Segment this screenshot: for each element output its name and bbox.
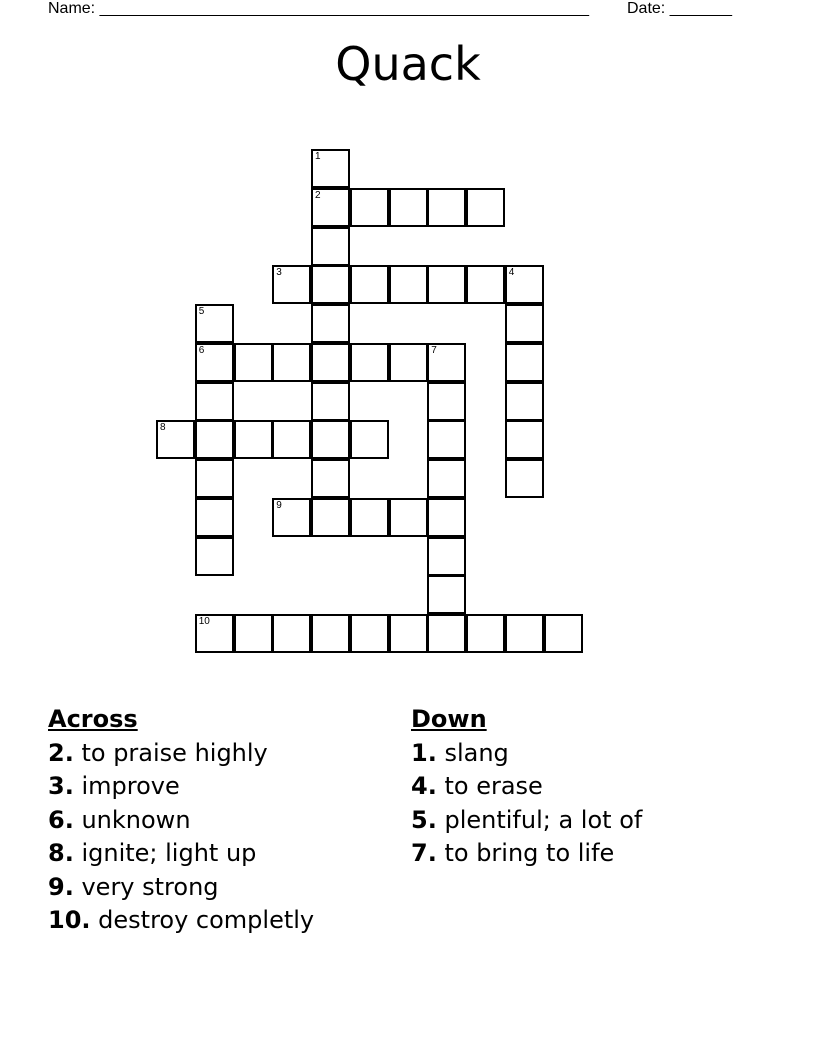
grid-cell[interactable] (427, 498, 466, 537)
grid-cell[interactable] (427, 382, 466, 421)
grid-cell[interactable] (350, 188, 389, 227)
grid-cell[interactable] (311, 149, 350, 188)
grid-cell[interactable] (389, 265, 428, 304)
clue-text: plentiful; a lot of (444, 805, 643, 834)
grid-cell[interactable] (272, 265, 311, 304)
grid-cell[interactable] (505, 343, 544, 382)
grid-cell[interactable] (195, 498, 234, 537)
clue-number: 10. (48, 906, 91, 934)
grid-cell[interactable] (544, 614, 583, 653)
clue-number: 8. (48, 839, 74, 867)
grid-cell[interactable] (234, 343, 273, 382)
clue-across (48, 804, 314, 838)
grid-cell[interactable] (311, 614, 350, 653)
grid-cell[interactable] (350, 614, 389, 653)
cell-number: 6 (198, 344, 205, 356)
grid-cell[interactable] (195, 614, 234, 653)
grid-cell[interactable] (427, 265, 466, 304)
grid-cell[interactable] (350, 343, 389, 382)
clue-text: very strong (81, 872, 219, 901)
grid-cell[interactable] (505, 459, 544, 498)
clue-number: 9. (48, 872, 74, 901)
grid-cell[interactable] (350, 498, 389, 537)
grid-cell[interactable] (505, 382, 544, 421)
grid-cell[interactable] (311, 420, 350, 459)
grid-cell[interactable] (389, 343, 428, 382)
grid-cell[interactable] (427, 537, 466, 576)
grid-cell[interactable] (466, 265, 505, 304)
date-field[interactable]: Date: _______ (627, 0, 732, 17)
clue-number: 7. (411, 839, 437, 867)
grid-cell[interactable] (311, 227, 350, 266)
grid-cell[interactable] (466, 188, 505, 227)
grid-cell[interactable] (311, 382, 350, 421)
cell-number: 2 (315, 189, 321, 201)
grid-cell[interactable] (156, 420, 195, 459)
grid-cell[interactable] (389, 614, 428, 653)
grid-cell[interactable] (311, 498, 350, 537)
grid-cell[interactable] (272, 614, 311, 653)
cell-number: 7 (431, 344, 437, 356)
grid-cell[interactable] (427, 575, 466, 614)
grid-cell[interactable] (505, 304, 544, 343)
clue-text: destroy completly (98, 906, 315, 934)
grid-cell[interactable] (311, 265, 350, 304)
grid-cell[interactable] (311, 459, 350, 498)
grid-cell[interactable] (311, 304, 350, 343)
grid-cell[interactable] (195, 459, 234, 498)
grid-cell[interactable] (427, 420, 466, 459)
across-clues (48, 703, 314, 938)
clue-text: to erase (444, 772, 543, 800)
cell-number: 4 (508, 267, 515, 279)
grid-cell[interactable] (272, 420, 311, 459)
grid-cell[interactable] (427, 188, 466, 227)
cell-number: 3 (276, 267, 282, 279)
clue-number: 5. (411, 805, 437, 834)
clue-across (48, 737, 314, 771)
grid-cell[interactable] (427, 459, 466, 498)
across-heading: Across (48, 705, 138, 733)
cell-number: 5 (198, 306, 205, 317)
clue-across (48, 904, 314, 938)
clue-text: improve (81, 772, 180, 800)
grid-cell[interactable] (389, 498, 428, 537)
grid-cell[interactable] (195, 343, 234, 382)
grid-cell[interactable] (311, 188, 350, 227)
grid-cell[interactable] (195, 537, 234, 576)
clue-number: 3. (48, 772, 74, 800)
clue-text: slang (444, 738, 509, 767)
clue-down (411, 770, 642, 804)
grid-cell[interactable] (505, 614, 544, 653)
clue-number: 1. (411, 738, 437, 767)
clue-number: 2. (48, 738, 74, 767)
grid-cell[interactable] (427, 343, 466, 382)
grid-cell[interactable] (272, 343, 311, 382)
grid-cell[interactable] (195, 420, 234, 459)
grid-cell[interactable] (195, 382, 234, 421)
cell-number: 10 (198, 616, 210, 627)
down-heading: Down (411, 705, 487, 733)
clue-down (411, 804, 642, 838)
grid-cell[interactable] (427, 614, 466, 653)
puzzle-title: Quack (335, 37, 481, 91)
clue-text: unknown (81, 805, 191, 834)
clue-across (48, 837, 314, 871)
clue-text: to bring to life (444, 839, 615, 867)
clue-across (48, 871, 314, 905)
cell-number: 9 (276, 499, 282, 511)
grid-cell[interactable] (389, 188, 428, 227)
grid-cell[interactable] (234, 420, 273, 459)
grid-cell[interactable] (466, 614, 505, 653)
down-clues (411, 703, 642, 871)
clue-number: 4. (411, 772, 437, 800)
grid-cell[interactable] (272, 498, 311, 537)
grid-cell[interactable] (195, 304, 234, 343)
clue-down (411, 837, 642, 871)
clue-number: 6. (48, 805, 74, 834)
grid-cell[interactable] (311, 343, 350, 382)
name-field[interactable]: Name: _______________________________________________________ (48, 0, 589, 17)
grid-cell[interactable] (350, 265, 389, 304)
clue-text: ignite; light up (81, 839, 257, 867)
clue-text: to praise highly (81, 738, 268, 767)
cell-number: 8 (160, 422, 166, 434)
clue-across (48, 770, 314, 804)
grid-cell[interactable] (234, 614, 273, 653)
grid-cell[interactable] (505, 420, 544, 459)
cell-number: 1 (315, 151, 321, 162)
grid-cell[interactable] (505, 265, 544, 304)
clue-down (411, 737, 642, 771)
grid-cell[interactable] (350, 420, 389, 459)
